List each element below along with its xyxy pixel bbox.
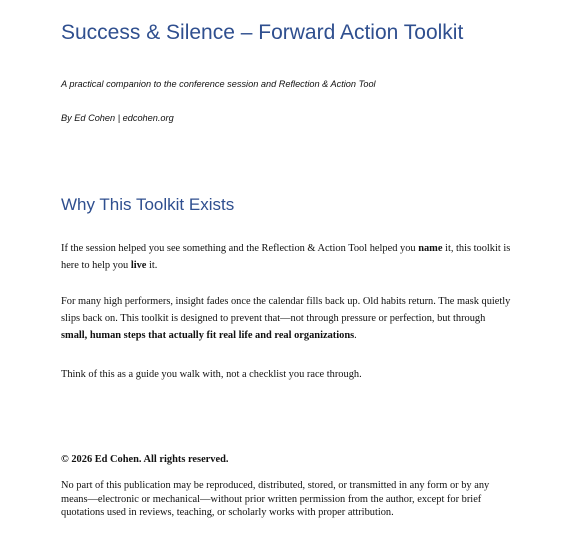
paragraph-high-performers <box>61 293 511 344</box>
paragraph-high-performers-bold: small, human steps that actually fit real life and real organizations <box>61 330 355 341</box>
paragraph-intro-text-1: If the session helped you see something and the Reflection & Action Tool helped you <box>61 243 419 254</box>
rights-notice: No part of this publication may be reproduced, distributed, stored, or transmitted in any form or by any means—electronic or mechanical—without prior written permission from the author, except for brief quotations used in reviews, teaching, or scholarly works with proper attribution. <box>61 480 490 518</box>
copyright-line: © 2026 Ed Cohen. All rights reserved. <box>61 454 229 465</box>
paragraph-intro-text-2: it, this toolkit is here to help you <box>61 243 511 271</box>
paragraph-intro-bold-name: name <box>418 243 443 254</box>
paragraph-guide: Think of this as a guide you walk with, not a checklist you race through. <box>61 369 362 380</box>
paragraph-high-performers-text-1: For many high performers, insight fades once the calendar fills back up. Old habits return. The mask quietly slips back on. This toolkit is designed to prevent that—not through pressure or perfection, but through <box>61 296 511 324</box>
document-subtitle: A practical companion to the conference session and Reflection & Action Tool <box>61 79 376 89</box>
section-heading: Why This Toolkit Exists <box>61 195 235 214</box>
document-title: Success & Silence – Forward Action Toolkit <box>61 21 464 44</box>
paragraph-intro-text-3: it. <box>146 260 158 271</box>
paragraph-high-performers-text-2: . <box>354 330 357 341</box>
paragraph-intro-bold-live: live <box>130 260 147 271</box>
author-byline: By Ed Cohen | edcohen.org <box>61 113 174 123</box>
paragraph-intro <box>61 240 511 274</box>
